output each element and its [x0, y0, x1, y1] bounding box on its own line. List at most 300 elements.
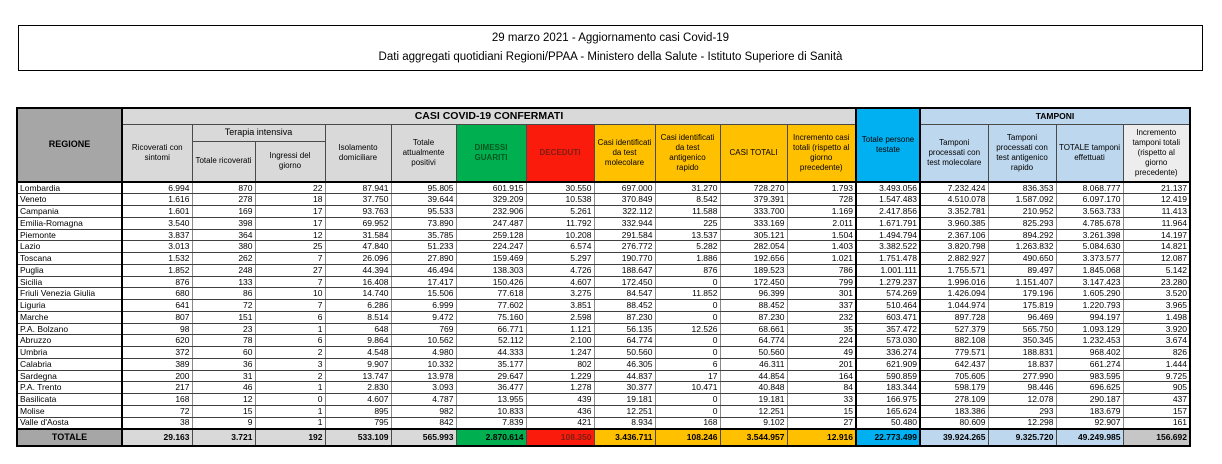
- cell-isolamento_domiciliare: 648: [325, 323, 391, 335]
- cell-dimessi_guariti: 35.177: [456, 358, 526, 370]
- cell-totale_ricoverati: 169: [192, 206, 255, 218]
- cell-deceduti: 3.275: [526, 288, 594, 300]
- cell-totale_attualmente_positivi: 39.644: [391, 194, 456, 206]
- cell-isolamento_domiciliare: 69.952: [325, 217, 391, 229]
- totale-ingressi-del-giorno: 192: [255, 429, 325, 446]
- cell-incremento_tamponi: 3.520: [1123, 288, 1190, 300]
- cell-casi_test_molecolare: 291.584: [594, 229, 655, 241]
- cell-totale_persone_testate: 50.480: [856, 417, 920, 429]
- totale-casi-test-molecolare: 3.436.711: [594, 429, 655, 446]
- cell-tamponi_antigenico: 98.446: [988, 382, 1056, 394]
- cell-isolamento_domiciliare: 26.096: [325, 253, 391, 265]
- col-header-ricoverati-con-sintomi: Ricoverati con sintomi: [122, 124, 192, 182]
- table-row: [17, 417, 1190, 429]
- cell-tamponi_antigenico: 825.293: [988, 217, 1056, 229]
- cell-ricoverati_con_sintomi: 1.532: [122, 253, 192, 265]
- cell-totale_persone_testate: 183.344: [856, 382, 920, 394]
- cell-totale_ricoverati: 398: [192, 217, 255, 229]
- cell-tamponi_antigenico: 277.990: [988, 370, 1056, 382]
- region-name: Lombardia: [17, 182, 122, 194]
- cell-casi_test_antigenico: 11.588: [655, 206, 720, 218]
- table-header: [17, 108, 1190, 182]
- cell-ricoverati_con_sintomi: 641: [122, 300, 192, 312]
- cell-casi_totali: 189.523: [720, 264, 787, 276]
- cell-casi_test_molecolare: 697.000: [594, 182, 655, 194]
- cell-casi_test_molecolare: 56.135: [594, 323, 655, 335]
- cell-deceduti: 2.598: [526, 311, 594, 323]
- cell-totale_attualmente_positivi: 9.472: [391, 311, 456, 323]
- cell-ricoverati_con_sintomi: 168: [122, 394, 192, 406]
- table-row: [17, 347, 1190, 359]
- cell-deceduti: 5.261: [526, 206, 594, 218]
- cell-totale_ricoverati: 60: [192, 347, 255, 359]
- cell-deceduti: 5.297: [526, 253, 594, 265]
- cell-casi_totali: 728.270: [720, 182, 787, 194]
- cell-casi_test_molecolare: 64.774: [594, 335, 655, 347]
- totale-incremento-tamponi: 156.692: [1123, 429, 1190, 446]
- cell-totale_tamponi: 4.785.678: [1056, 217, 1123, 229]
- cell-incremento_casi_totali: 164: [787, 370, 856, 382]
- col-header-tamponi-antigenico: Tamponi processati con test antigenico rapido: [988, 124, 1056, 182]
- region-name: Sicilia: [17, 276, 122, 288]
- cell-totale_tamponi: 983.595: [1056, 370, 1123, 382]
- cell-tamponi_antigenico: 12.078: [988, 394, 1056, 406]
- cell-totale_attualmente_positivi: 10.332: [391, 358, 456, 370]
- cell-totale_ricoverati: 380: [192, 241, 255, 253]
- table-row: [17, 335, 1190, 347]
- cell-totale_persone_testate: 573.030: [856, 335, 920, 347]
- cell-incremento_tamponi: 1.444: [1123, 358, 1190, 370]
- cell-ricoverati_con_sintomi: 3.013: [122, 241, 192, 253]
- cell-tamponi_antigenico: 894.292: [988, 229, 1056, 241]
- cell-tamponi_antigenico: 293: [988, 405, 1056, 417]
- cell-incremento_casi_totali: 1.403: [787, 241, 856, 253]
- cell-casi_test_molecolare: 322.112: [594, 206, 655, 218]
- cell-dimessi_guariti: 232.906: [456, 206, 526, 218]
- cell-totale_tamponi: 3.373.577: [1056, 253, 1123, 265]
- cell-incremento_tamponi: 5.142: [1123, 264, 1190, 276]
- cell-casi_test_antigenico: 1.886: [655, 253, 720, 265]
- col-header-casi-test-antigenico: Casi identificati da test antigenico rapido: [655, 124, 720, 182]
- totale-casi-totali: 3.544.957: [720, 429, 787, 446]
- cell-totale_ricoverati: 262: [192, 253, 255, 265]
- totale-ricoverati-con-sintomi: 29.163: [122, 429, 192, 446]
- cell-dimessi_guariti: 77.618: [456, 288, 526, 300]
- cell-dimessi_guariti: 224.247: [456, 241, 526, 253]
- totale-tamponi-molecolare: 39.924.265: [920, 429, 988, 446]
- cell-tamponi_antigenico: 1.151.407: [988, 276, 1056, 288]
- cell-tamponi_antigenico: 179.196: [988, 288, 1056, 300]
- cell-incremento_casi_totali: 27: [787, 417, 856, 429]
- cell-totale_tamponi: 3.261.398: [1056, 229, 1123, 241]
- cell-ingressi_del_giorno: 1: [255, 382, 325, 394]
- cell-ingressi_del_giorno: 3: [255, 358, 325, 370]
- cell-tamponi_antigenico: 350.345: [988, 335, 1056, 347]
- cell-incremento_tamponi: 12.419: [1123, 194, 1190, 206]
- cell-totale_persone_testate: 574.269: [856, 288, 920, 300]
- cell-totale_tamponi: 994.197: [1056, 311, 1123, 323]
- cell-ricoverati_con_sintomi: 389: [122, 358, 192, 370]
- cell-incremento_casi_totali: 1.504: [787, 229, 856, 241]
- cell-tamponi_molecolare: 1.755.571: [920, 264, 988, 276]
- cell-dimessi_guariti: 29.647: [456, 370, 526, 382]
- cell-totale_ricoverati: 36: [192, 358, 255, 370]
- cell-totale_attualmente_positivi: 73.890: [391, 217, 456, 229]
- report-title: 29 marzo 2021 - Aggiornamento casi Covid-19: [491, 32, 730, 44]
- region-name: Valle d'Aosta: [17, 417, 122, 429]
- cell-casi_test_molecolare: 188.647: [594, 264, 655, 276]
- cell-totale_persone_testate: 1.001.111: [856, 264, 920, 276]
- table-body: [17, 182, 1190, 429]
- col-header-totale-tamponi: TOTALE tamponi effettuati: [1056, 124, 1123, 182]
- cell-casi_test_antigenico: 0: [655, 405, 720, 417]
- cell-casi_test_antigenico: 17: [655, 370, 720, 382]
- cell-deceduti: 3.851: [526, 300, 594, 312]
- cell-dimessi_guariti: 329.209: [456, 194, 526, 206]
- region-name: Piemonte: [17, 229, 122, 241]
- cell-ricoverati_con_sintomi: 3.540: [122, 217, 192, 229]
- cell-incremento_casi_totali: 1.169: [787, 206, 856, 218]
- cell-deceduti: 1.121: [526, 323, 594, 335]
- cell-deceduti: 1.229: [526, 370, 594, 382]
- cell-ingressi_del_giorno: 1: [255, 417, 325, 429]
- cell-incremento_tamponi: 3.920: [1123, 323, 1190, 335]
- cell-totale_ricoverati: 23: [192, 323, 255, 335]
- cell-casi_test_molecolare: 84.547: [594, 288, 655, 300]
- cell-tamponi_antigenico: 18.837: [988, 358, 1056, 370]
- cell-casi_test_antigenico: 10.471: [655, 382, 720, 394]
- cell-incremento_casi_totali: 33: [787, 394, 856, 406]
- cell-totale_persone_testate: 1.751.478: [856, 253, 920, 265]
- cell-incremento_tamponi: 11.964: [1123, 217, 1190, 229]
- cell-totale_ricoverati: 870: [192, 182, 255, 194]
- cell-ricoverati_con_sintomi: 3.837: [122, 229, 192, 241]
- cell-tamponi_antigenico: 96.469: [988, 311, 1056, 323]
- totale-persone-testate: 22.773.499: [856, 429, 920, 446]
- cell-casi_test_antigenico: 8.542: [655, 194, 720, 206]
- cell-dimessi_guariti: 150.426: [456, 276, 526, 288]
- cell-incremento_casi_totali: 84: [787, 382, 856, 394]
- region-name: Molise: [17, 405, 122, 417]
- cell-casi_totali: 96.399: [720, 288, 787, 300]
- totale-totale-tamponi: 49.249.985: [1056, 429, 1123, 446]
- cell-casi_test_molecolare: 87.230: [594, 311, 655, 323]
- cell-totale_persone_testate: 1.547.483: [856, 194, 920, 206]
- cell-totale_ricoverati: 12: [192, 394, 255, 406]
- cell-casi_totali: 87.230: [720, 311, 787, 323]
- cell-incremento_tamponi: 23.280: [1123, 276, 1190, 288]
- cell-totale_ricoverati: 86: [192, 288, 255, 300]
- cell-isolamento_domiciliare: 14.740: [325, 288, 391, 300]
- cell-incremento_casi_totali: 1.793: [787, 182, 856, 194]
- cell-casi_totali: 172.450: [720, 276, 787, 288]
- table-row: [17, 358, 1190, 370]
- cell-totale_persone_testate: 165.624: [856, 405, 920, 417]
- cell-totale_attualmente_positivi: 15.506: [391, 288, 456, 300]
- cell-ingressi_del_giorno: 2: [255, 370, 325, 382]
- cell-deceduti: 6.574: [526, 241, 594, 253]
- cell-totale_tamponi: 1.220.793: [1056, 300, 1123, 312]
- cell-casi_test_antigenico: 168: [655, 417, 720, 429]
- cell-casi_test_antigenico: 0: [655, 394, 720, 406]
- cell-incremento_casi_totali: 35: [787, 323, 856, 335]
- cell-incremento_tamponi: 437: [1123, 394, 1190, 406]
- cell-totale_ricoverati: 248: [192, 264, 255, 276]
- table-row: [17, 311, 1190, 323]
- cell-totale_attualmente_positivi: 17.417: [391, 276, 456, 288]
- cell-incremento_casi_totali: 301: [787, 288, 856, 300]
- totale-attualmente-positivi: 565.993: [391, 429, 456, 446]
- table-row: [17, 264, 1190, 276]
- cell-casi_test_molecolare: 190.770: [594, 253, 655, 265]
- cell-dimessi_guariti: 7.839: [456, 417, 526, 429]
- cell-casi_test_antigenico: 5.282: [655, 241, 720, 253]
- col-header-dimessi-guariti: DIMESSI GUARITI: [456, 124, 526, 182]
- cell-incremento_tamponi: 11.413: [1123, 206, 1190, 218]
- cell-ricoverati_con_sintomi: 217: [122, 382, 192, 394]
- cell-totale_ricoverati: 78: [192, 335, 255, 347]
- cell-ingressi_del_giorno: 22: [255, 182, 325, 194]
- cell-totale_tamponi: 5.084.630: [1056, 241, 1123, 253]
- cell-casi_totali: 305.121: [720, 229, 787, 241]
- cell-casi_test_antigenico: 0: [655, 300, 720, 312]
- table-row: [17, 229, 1190, 241]
- cell-tamponi_antigenico: 1.587.092: [988, 194, 1056, 206]
- cell-totale_attualmente_positivi: 95.805: [391, 182, 456, 194]
- cell-casi_totali: 9.102: [720, 417, 787, 429]
- cell-dimessi_guariti: 52.112: [456, 335, 526, 347]
- cell-casi_totali: 68.661: [720, 323, 787, 335]
- cell-totale_attualmente_positivi: 51.233: [391, 241, 456, 253]
- cell-ingressi_del_giorno: 7: [255, 276, 325, 288]
- cell-totale_attualmente_positivi: 4.787: [391, 394, 456, 406]
- cell-totale_persone_testate: 590.859: [856, 370, 920, 382]
- cell-ingressi_del_giorno: 25: [255, 241, 325, 253]
- cell-totale_ricoverati: 9: [192, 417, 255, 429]
- cell-casi_test_antigenico: 225: [655, 217, 720, 229]
- cell-dimessi_guariti: 44.333: [456, 347, 526, 359]
- cell-casi_test_molecolare: 50.560: [594, 347, 655, 359]
- cell-casi_test_antigenico: 11.852: [655, 288, 720, 300]
- cell-deceduti: 30.550: [526, 182, 594, 194]
- cell-deceduti: 10.208: [526, 229, 594, 241]
- cell-ricoverati_con_sintomi: 38: [122, 417, 192, 429]
- cell-deceduti: 4.607: [526, 276, 594, 288]
- cell-incremento_tamponi: 1.498: [1123, 311, 1190, 323]
- cell-totale_ricoverati: 31: [192, 370, 255, 382]
- region-name: Calabria: [17, 358, 122, 370]
- table-row: [17, 370, 1190, 382]
- cell-casi_totali: 46.311: [720, 358, 787, 370]
- totale-isolamento-domiciliare: 533.109: [325, 429, 391, 446]
- cell-tamponi_antigenico: 188.831: [988, 347, 1056, 359]
- cell-ingressi_del_giorno: 1: [255, 405, 325, 417]
- cell-isolamento_domiciliare: 9.864: [325, 335, 391, 347]
- col-header-totale-ricoverati: Totale ricoverati: [192, 141, 255, 182]
- table-footer: [17, 429, 1190, 446]
- cell-tamponi_molecolare: 527.379: [920, 323, 988, 335]
- cell-ingressi_del_giorno: 10: [255, 288, 325, 300]
- cell-casi_test_molecolare: 8.934: [594, 417, 655, 429]
- region-name: Friuli Venezia Giulia: [17, 288, 122, 300]
- cell-incremento_casi_totali: 49: [787, 347, 856, 359]
- cell-totale_tamponi: 8.068.777: [1056, 182, 1123, 194]
- table-row: [17, 182, 1190, 194]
- region-name: Basilicata: [17, 394, 122, 406]
- cell-dimessi_guariti: 247.487: [456, 217, 526, 229]
- table-row: [17, 241, 1190, 253]
- cell-totale_tamponi: 1.845.068: [1056, 264, 1123, 276]
- totale-deceduti: 108.350: [526, 429, 594, 446]
- cell-ingressi_del_giorno: 6: [255, 335, 325, 347]
- cell-tamponi_antigenico: 12.298: [988, 417, 1056, 429]
- cell-incremento_tamponi: 21.137: [1123, 182, 1190, 194]
- cell-ingressi_del_giorno: 27: [255, 264, 325, 276]
- cell-isolamento_domiciliare: 13.747: [325, 370, 391, 382]
- cell-tamponi_molecolare: 705.605: [920, 370, 988, 382]
- region-name: Emilia-Romagna: [17, 217, 122, 229]
- totale-dimessi-guariti: 2.870.614: [456, 429, 526, 446]
- region-name: Umbria: [17, 347, 122, 359]
- cell-casi_totali: 19.181: [720, 394, 787, 406]
- cell-totale_tamponi: 1.605.290: [1056, 288, 1123, 300]
- cell-casi_totali: 64.774: [720, 335, 787, 347]
- cell-totale_ricoverati: 133: [192, 276, 255, 288]
- col-header-isolamento-domiciliare: Isolamento domiciliare: [325, 124, 391, 182]
- cell-incremento_casi_totali: 728: [787, 194, 856, 206]
- cell-tamponi_antigenico: 175.819: [988, 300, 1056, 312]
- cell-dimessi_guariti: 10.833: [456, 405, 526, 417]
- table-row: [17, 323, 1190, 335]
- cell-totale_tamponi: 3.563.733: [1056, 206, 1123, 218]
- cell-tamponi_molecolare: 642.437: [920, 358, 988, 370]
- cell-totale_persone_testate: 1.494.794: [856, 229, 920, 241]
- cell-deceduti: 1.247: [526, 347, 594, 359]
- cell-casi_test_antigenico: 0: [655, 347, 720, 359]
- cell-incremento_tamponi: 14.197: [1123, 229, 1190, 241]
- cell-deceduti: 11.792: [526, 217, 594, 229]
- cell-incremento_casi_totali: 799: [787, 276, 856, 288]
- cell-isolamento_domiciliare: 31.584: [325, 229, 391, 241]
- cell-casi_totali: 333.700: [720, 206, 787, 218]
- col-header-casi-totali: CASI TOTALI: [720, 124, 787, 182]
- cell-casi_totali: 379.391: [720, 194, 787, 206]
- cell-ingressi_del_giorno: 12: [255, 229, 325, 241]
- cell-casi_test_molecolare: 332.944: [594, 217, 655, 229]
- cell-casi_test_antigenico: 13.537: [655, 229, 720, 241]
- cell-casi_test_molecolare: 88.452: [594, 300, 655, 312]
- cell-tamponi_antigenico: 565.750: [988, 323, 1056, 335]
- cell-tamponi_molecolare: 1.044.974: [920, 300, 988, 312]
- cell-totale_persone_testate: 1.279.237: [856, 276, 920, 288]
- cell-dimessi_guariti: 159.469: [456, 253, 526, 265]
- cell-tamponi_molecolare: 598.179: [920, 382, 988, 394]
- cell-totale_tamponi: 183.679: [1056, 405, 1123, 417]
- cell-casi_totali: 88.452: [720, 300, 787, 312]
- cell-casi_totali: 192.656: [720, 253, 787, 265]
- cell-incremento_tamponi: 826: [1123, 347, 1190, 359]
- cell-isolamento_domiciliare: 895: [325, 405, 391, 417]
- cell-tamponi_molecolare: 882.108: [920, 335, 988, 347]
- cell-totale_attualmente_positivi: 13.978: [391, 370, 456, 382]
- cell-totale_persone_testate: 357.472: [856, 323, 920, 335]
- cell-totale_ricoverati: 15: [192, 405, 255, 417]
- cell-casi_test_antigenico: 876: [655, 264, 720, 276]
- cell-ricoverati_con_sintomi: 72: [122, 405, 192, 417]
- col-header-totale-persone-testate: Totale persone testate: [856, 108, 920, 182]
- cell-casi_test_molecolare: 30.377: [594, 382, 655, 394]
- table-row: [17, 276, 1190, 288]
- cell-incremento_casi_totali: 337: [787, 300, 856, 312]
- cell-ricoverati_con_sintomi: 6.994: [122, 182, 192, 194]
- cell-totale_ricoverati: 72: [192, 300, 255, 312]
- col-header-casi-test-molecolare: Casi identificati da test molecolare: [594, 124, 655, 182]
- group-header-tamponi: TAMPONI: [920, 108, 1190, 124]
- cell-ricoverati_con_sintomi: 1.601: [122, 206, 192, 218]
- cell-totale_attualmente_positivi: 35.785: [391, 229, 456, 241]
- cell-incremento_tamponi: 157: [1123, 405, 1190, 417]
- cell-totale_ricoverati: 151: [192, 311, 255, 323]
- cell-casi_test_antigenico: 12.526: [655, 323, 720, 335]
- cell-ricoverati_con_sintomi: 680: [122, 288, 192, 300]
- col-header-incremento-casi-totali: Incremento casi totali (rispetto al giorno precedente): [787, 124, 856, 182]
- col-header-totale-attualmente-positivi: Totale attualmente positivi: [391, 124, 456, 182]
- cell-casi_test_molecolare: 46.305: [594, 358, 655, 370]
- cell-isolamento_domiciliare: 16.408: [325, 276, 391, 288]
- cell-isolamento_domiciliare: 9.907: [325, 358, 391, 370]
- cell-tamponi_molecolare: 3.352.781: [920, 206, 988, 218]
- cell-totale_persone_testate: 621.909: [856, 358, 920, 370]
- cell-totale_tamponi: 6.097.170: [1056, 194, 1123, 206]
- col-header-incremento-tamponi: Incremento tamponi totali (rispetto al giorno precedente): [1123, 124, 1190, 182]
- cell-ingressi_del_giorno: 7: [255, 300, 325, 312]
- cell-incremento_casi_totali: 15: [787, 405, 856, 417]
- cell-casi_test_molecolare: 44.837: [594, 370, 655, 382]
- cell-incremento_tamponi: 9.725: [1123, 370, 1190, 382]
- totale-label: TOTALE: [17, 429, 122, 446]
- group-header-terapia-intensiva: Terapia intensiva: [192, 124, 325, 141]
- cell-incremento_casi_totali: 786: [787, 264, 856, 276]
- totale-totale-ricoverati: 3.721: [192, 429, 255, 446]
- cell-totale_persone_testate: 510.464: [856, 300, 920, 312]
- cell-totale_attualmente_positivi: 4.980: [391, 347, 456, 359]
- region-name: Toscana: [17, 253, 122, 265]
- cell-totale_attualmente_positivi: 982: [391, 405, 456, 417]
- cell-ricoverati_con_sintomi: 200: [122, 370, 192, 382]
- cell-ingressi_del_giorno: 18: [255, 194, 325, 206]
- report-header: [18, 25, 1203, 71]
- cell-ricoverati_con_sintomi: 620: [122, 335, 192, 347]
- cell-totale_attualmente_positivi: 10.562: [391, 335, 456, 347]
- cell-tamponi_molecolare: 779.571: [920, 347, 988, 359]
- cell-isolamento_domiciliare: 2.830: [325, 382, 391, 394]
- cell-tamponi_molecolare: 183.386: [920, 405, 988, 417]
- cell-incremento_casi_totali: 201: [787, 358, 856, 370]
- cell-ricoverati_con_sintomi: 1.852: [122, 264, 192, 276]
- cell-dimessi_guariti: 601.915: [456, 182, 526, 194]
- region-name: Abruzzo: [17, 335, 122, 347]
- table-row: [17, 394, 1190, 406]
- col-header-ingressi-del-giorno: Ingressi del giorno: [255, 141, 325, 182]
- region-name: Veneto: [17, 194, 122, 206]
- covid-data-table: [16, 107, 1191, 447]
- region-name: Puglia: [17, 264, 122, 276]
- region-name: Liguria: [17, 300, 122, 312]
- cell-ricoverati_con_sintomi: 876: [122, 276, 192, 288]
- cell-ingressi_del_giorno: 17: [255, 206, 325, 218]
- cell-incremento_casi_totali: 224: [787, 335, 856, 347]
- cell-isolamento_domiciliare: 93.763: [325, 206, 391, 218]
